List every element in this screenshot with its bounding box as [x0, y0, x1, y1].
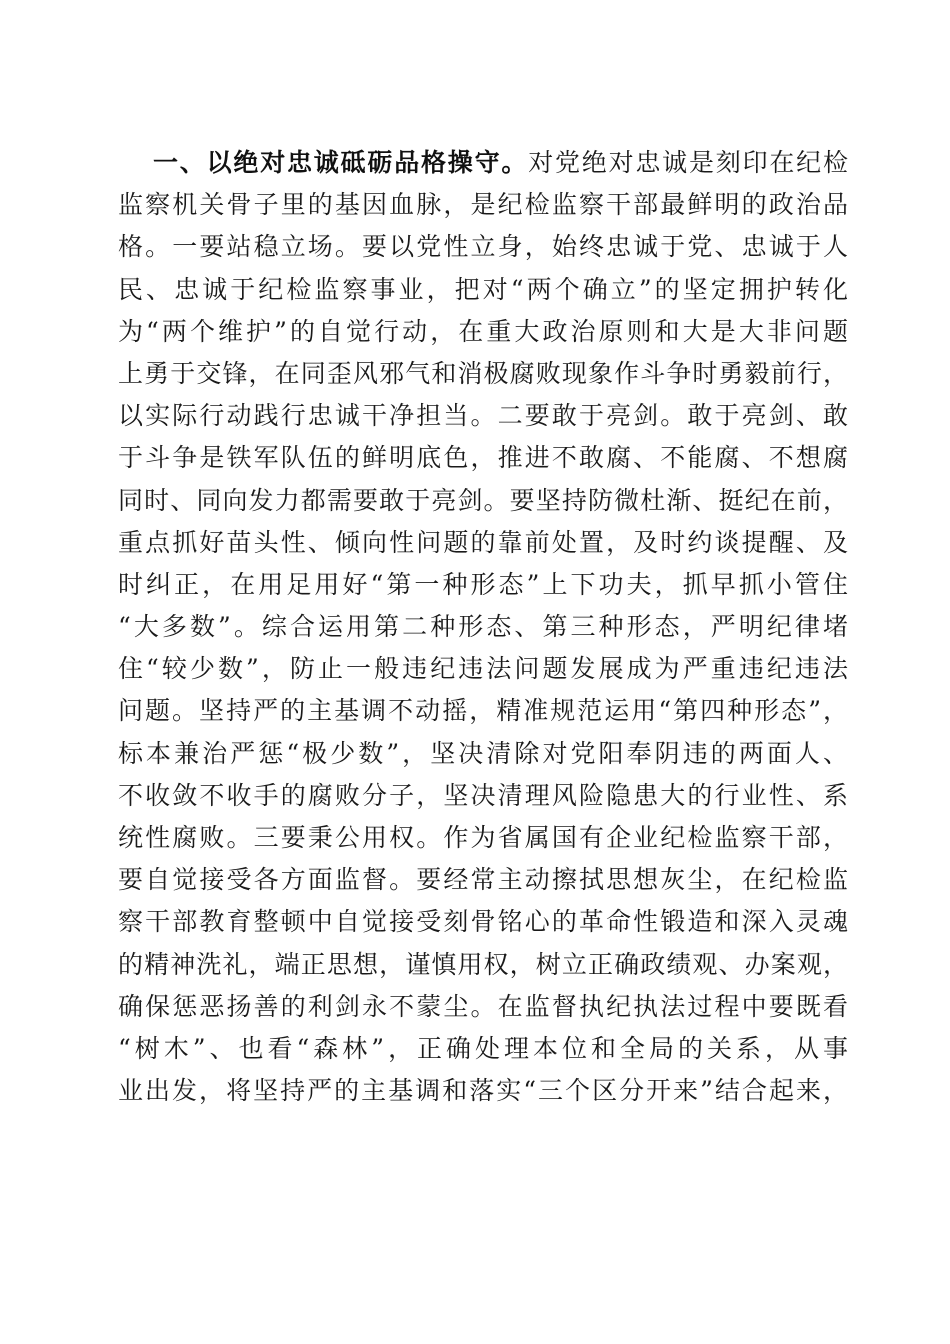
text-line: 上勇于交锋，在同歪风邪气和消极腐败现象作斗争时勇毅前行， — [118, 358, 848, 388]
section-heading: 一、以绝对忠诚砥砺品格操守。 — [153, 148, 529, 177]
text-line: 住“较少数”，防止一般违纪违法问题发展成为严重违纪违法 — [118, 654, 848, 684]
text-line: 不收敛不收手的腐败分子，坚决清理风险隐患大的行业性、系 — [118, 780, 848, 810]
first-line-text: 对党绝对忠诚是刻印在纪检 — [528, 148, 848, 177]
text-line: 标本兼治严惩“极少数”，坚决清除对党阳奉阴违的两面人、 — [118, 738, 848, 768]
text-line: 统性腐败。三要秉公用权。作为省属国有企业纪检监察干部， — [118, 823, 848, 852]
text-line: 的精神洗礼，端正思想，谨慎用权，树立正确政绩观、办案观， — [118, 949, 848, 979]
text-line: 监察机关骨子里的基因血脉，是纪检监察干部最鲜明的政治品 — [118, 190, 848, 220]
text-line: 时纠正，在用足用好“第一种形态”上下功夫，抓早抓小管住 — [118, 569, 848, 599]
text-line: 民、忠诚于纪检监察事业，把对“两个确立”的坚定拥护转化 — [118, 274, 848, 304]
text-line: 业出发，将坚持严的主基调和落实“三个区分开来”结合起来， — [118, 1076, 848, 1106]
text-line: 以实际行动践行忠诚干净担当。二要敢于亮剑。敢于亮剑、敢 — [118, 401, 848, 431]
text-line: 察干部教育整顿中自觉接受刻骨铭心的革命性锻造和深入灵魂 — [118, 907, 848, 937]
text-line: 问题。坚持严的主基调不动摇，精准规范运用“第四种形态”， — [118, 696, 848, 726]
text-line: 重点抓好苗头性、倾向性问题的靠前处置，及时约谈提醒、及 — [118, 527, 848, 557]
text-line: 为“两个维护”的自觉行动，在重大政治原则和大是大非问题 — [118, 316, 848, 346]
text-line: 要自觉接受各方面监督。要经常主动擦拭思想灰尘，在纪检监 — [118, 865, 848, 895]
text-line: 于斗争是铁军队伍的鲜明底色，推进不敢腐、不能腐、不想腐 — [118, 443, 848, 473]
text-line: 同时、同向发力都需要敢于亮剑。要坚持防微杜渐、挺纪在前， — [118, 485, 848, 515]
text-line: “树木”、也看“森林”，正确处理本位和全局的关系，从事 — [118, 1033, 848, 1063]
text-line: “大多数”。综合运用第二种形态、第三种形态，严明纪律堵 — [118, 612, 848, 642]
document-body — [118, 142, 848, 1112]
paragraph-first-line — [118, 142, 848, 184]
text-line: 确保惩恶扬善的利剑永不蒙尘。在监督执纪执法过程中要既看 — [118, 991, 848, 1021]
text-line: 格。一要站稳立场。要以党性立身，始终忠诚于党、忠诚于人 — [118, 232, 848, 262]
